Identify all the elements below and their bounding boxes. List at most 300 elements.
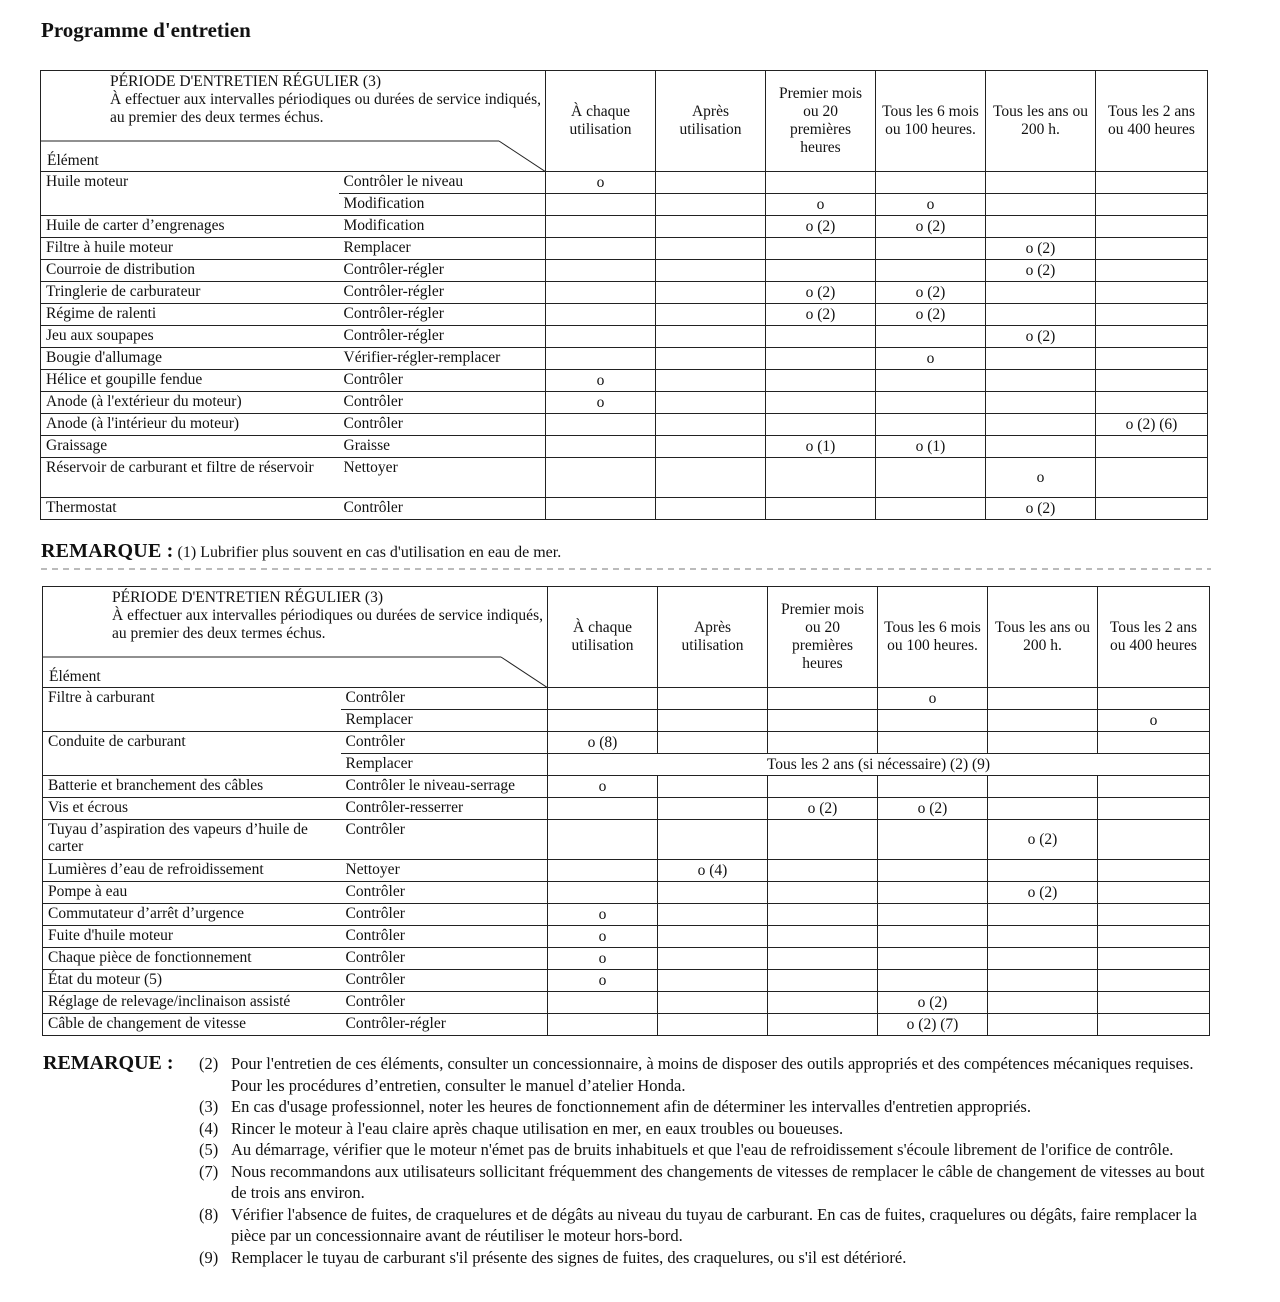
interval-cell-3: o <box>766 194 876 216</box>
interval-header-6: Tous les 2 ans ou 400 heures <box>1096 71 1208 172</box>
row-action: Vérifier-régler-remplacer <box>339 348 546 370</box>
table-row <box>43 1014 1210 1036</box>
interval-cell-3 <box>768 860 878 882</box>
row-item: Lumières d’eau de refroidissement <box>43 860 341 882</box>
interval-cell-1: o <box>546 172 656 194</box>
interval-cell-1 <box>548 992 658 1014</box>
interval-cell-5: o <box>986 458 1096 498</box>
row-item: Vis et écrous <box>43 798 341 820</box>
remark-number: (5) <box>199 1140 219 1159</box>
interval-cell-2 <box>656 304 766 326</box>
row-action: Contrôler <box>341 904 548 926</box>
row-item: Graissage <box>41 436 339 458</box>
remark-label-spacer <box>43 1161 199 1204</box>
table-row <box>41 194 1208 216</box>
interval-cell-1 <box>546 194 656 216</box>
interval-cell-1: o <box>546 370 656 392</box>
row-action: Contrôler <box>341 970 548 992</box>
table-row <box>43 776 1210 798</box>
interval-cell-5 <box>986 194 1096 216</box>
row-item <box>43 710 341 732</box>
interval-cell-4 <box>878 860 988 882</box>
interval-cell-5 <box>988 948 1098 970</box>
interval-header-2: Après utilisation <box>656 71 766 172</box>
row-action: Contrôler-régler <box>339 326 546 348</box>
table-row <box>41 216 1208 238</box>
row-action: Contrôler-régler <box>341 1014 548 1036</box>
interval-cell-3: o (2) <box>766 216 876 238</box>
row-item: Huile moteur <box>41 172 339 194</box>
interval-cell-2 <box>658 970 768 992</box>
interval-cell-4 <box>876 260 986 282</box>
row-action: Contrôler <box>341 992 548 1014</box>
row-item: Anode (à l'extérieur du moteur) <box>41 392 339 414</box>
page-cut-line <box>41 566 1211 570</box>
interval-cell-5 <box>988 1014 1098 1036</box>
row-action: Nettoyer <box>339 458 546 498</box>
interval-cell-6 <box>1098 688 1210 710</box>
interval-cell-2 <box>656 194 766 216</box>
interval-cell-5: o (2) <box>986 260 1096 282</box>
interval-cell-3 <box>766 414 876 436</box>
interval-cell-3 <box>768 926 878 948</box>
interval-cell-3 <box>766 458 876 498</box>
interval-cell-4 <box>878 732 988 754</box>
interval-cell-4: o (2) <box>878 798 988 820</box>
row-item: Câble de changement de vitesse <box>43 1014 341 1036</box>
interval-cell-1 <box>548 688 658 710</box>
interval-header-5: Tous les ans ou 200 h. <box>988 587 1098 688</box>
table-row <box>43 688 1210 710</box>
interval-cell-4 <box>876 392 986 414</box>
interval-cell-4 <box>876 370 986 392</box>
interval-cell-3 <box>766 392 876 414</box>
table-row <box>41 260 1208 282</box>
row-item: Tuyau d’aspiration des vapeurs d’huile de carter <box>43 820 341 860</box>
interval-cell-5: o (2) <box>988 820 1098 860</box>
interval-cell-3 <box>766 348 876 370</box>
interval-cell-6 <box>1098 1014 1210 1036</box>
interval-cell-5 <box>986 348 1096 370</box>
interval-cell-4: o <box>876 194 986 216</box>
interval-cell-5 <box>988 776 1098 798</box>
row-item: Pompe à eau <box>43 882 341 904</box>
table-row <box>43 732 1210 754</box>
interval-cell-2: o (4) <box>658 860 768 882</box>
interval-cell-4: o (2) <box>876 282 986 304</box>
row-item: Tringlerie de carburateur <box>41 282 339 304</box>
interval-cell-1 <box>546 414 656 436</box>
interval-header-5: Tous les ans ou 200 h. <box>986 71 1096 172</box>
row-item: Filtre à huile moteur <box>41 238 339 260</box>
element-label: Élément <box>49 668 101 685</box>
interval-cell-6 <box>1098 904 1210 926</box>
row-action: Remplacer <box>341 754 548 776</box>
interval-header-4: Tous les 6 mois ou 100 heures. <box>878 587 988 688</box>
interval-cell-1 <box>546 216 656 238</box>
interval-cell-4: o (2) (7) <box>878 1014 988 1036</box>
interval-cell-5 <box>988 926 1098 948</box>
element-label: Élément <box>47 152 99 169</box>
interval-cell-2 <box>658 904 768 926</box>
interval-cell-5 <box>986 392 1096 414</box>
interval-cell-6 <box>1096 238 1208 260</box>
maintenance-table-1 <box>40 70 1208 520</box>
interval-cell-2 <box>656 414 766 436</box>
period-header-cell <box>41 71 546 172</box>
table-row <box>43 948 1210 970</box>
merged-interval-cell: Tous les 2 ans (si nécessaire) (2) (9) <box>548 754 1210 776</box>
row-action: Contrôler-régler <box>339 304 546 326</box>
remarks-section <box>43 1053 1223 1268</box>
interval-cell-4 <box>878 904 988 926</box>
table-row <box>43 754 1210 776</box>
row-item: Réglage de relevage/inclinaison assisté <box>43 992 341 1014</box>
row-item <box>41 194 339 216</box>
period-description <box>110 73 546 127</box>
interval-cell-6 <box>1096 436 1208 458</box>
interval-cell-3 <box>768 970 878 992</box>
interval-cell-2 <box>658 688 768 710</box>
row-action: Nettoyer <box>341 860 548 882</box>
remark-text: Au démarrage, vérifier que le moteur n'émet pas de bruits inhabituels et que l'eau de refroidissement s'écoule librement de l'orifice de contrôle. <box>231 1140 1174 1159</box>
row-item: Chaque pièce de fonctionnement <box>43 948 341 970</box>
interval-cell-3 <box>768 1014 878 1036</box>
row-action: Graisse <box>339 436 546 458</box>
row-action: Contrôler <box>341 688 548 710</box>
table-row <box>43 970 1210 992</box>
interval-cell-6 <box>1096 392 1208 414</box>
row-action: Contrôler le niveau-serrage <box>341 776 548 798</box>
interval-cell-5: o (2) <box>988 882 1098 904</box>
maintenance-table-2 <box>42 586 1210 1036</box>
remark-number: (7) <box>199 1161 219 1181</box>
row-action: Contrôler le niveau <box>339 172 546 194</box>
interval-header-6: Tous les 2 ans ou 400 heures <box>1098 587 1210 688</box>
interval-cell-2 <box>658 732 768 754</box>
table-row <box>41 326 1208 348</box>
row-action: Contrôler <box>341 882 548 904</box>
table-row <box>43 860 1210 882</box>
remark-label: REMARQUE : <box>43 1052 174 1074</box>
interval-cell-5 <box>988 992 1098 1014</box>
row-item <box>43 754 341 776</box>
table-row <box>41 414 1208 436</box>
interval-cell-2 <box>656 498 766 520</box>
row-item: Bougie d'allumage <box>41 348 339 370</box>
row-item: Anode (à l'intérieur du moteur) <box>41 414 339 436</box>
table-row <box>41 392 1208 414</box>
interval-cell-6 <box>1096 498 1208 520</box>
table-row <box>43 926 1210 948</box>
interval-cell-6 <box>1098 820 1210 860</box>
interval-cell-2 <box>658 776 768 798</box>
table-row <box>43 904 1210 926</box>
remark-text: Nous recommandons aux utilisateurs sollicitant fréquemment des changements de vitesses de remplacer le câble de changement de vitesses au bout de trois ans environ. <box>231 1161 1205 1202</box>
row-item: Régime de ralenti <box>41 304 339 326</box>
row-action: Contrôler <box>339 392 546 414</box>
interval-cell-1: o <box>548 970 658 992</box>
row-item: Conduite de carburant <box>43 732 341 754</box>
interval-cell-6: o <box>1098 710 1210 732</box>
interval-cell-1 <box>548 820 658 860</box>
row-action: Modification <box>339 216 546 238</box>
interval-cell-1: o <box>548 776 658 798</box>
interval-cell-1 <box>546 498 656 520</box>
table-row <box>41 282 1208 304</box>
interval-cell-3 <box>768 882 878 904</box>
interval-cell-6: o (2) (6) <box>1096 414 1208 436</box>
remark-label: REMARQUE : <box>41 540 174 562</box>
interval-cell-2 <box>658 710 768 732</box>
interval-cell-1 <box>546 326 656 348</box>
row-item: Jeu aux soupapes <box>41 326 339 348</box>
remark-number: (1) <box>177 544 197 561</box>
row-item: Commutateur d’arrêt d’urgence <box>43 904 341 926</box>
interval-header-1: À chaque utilisation <box>546 71 656 172</box>
interval-cell-6 <box>1098 882 1210 904</box>
interval-cell-6 <box>1096 458 1208 498</box>
remark-text: En cas d'usage professionnel, noter les heures de fonctionnement afin de déterminer les intervalles d'entretien appropriés. <box>231 1097 1031 1116</box>
interval-cell-2 <box>656 348 766 370</box>
row-item: Thermostat <box>41 498 339 520</box>
interval-header-3: Premier mois ou 20 premières heures <box>766 71 876 172</box>
interval-cell-3: o (2) <box>766 282 876 304</box>
interval-cell-1 <box>546 282 656 304</box>
row-item: Courroie de distribution <box>41 260 339 282</box>
remark-item <box>43 1247 1223 1269</box>
period-title: PÉRIODE D'ENTRETIEN RÉGULIER (3) <box>110 73 381 90</box>
remark-number: (9) <box>199 1247 219 1267</box>
interval-cell-5 <box>986 172 1096 194</box>
row-action: Contrôler-régler <box>339 260 546 282</box>
interval-cell-5 <box>986 282 1096 304</box>
interval-cell-1 <box>546 304 656 326</box>
interval-cell-6 <box>1096 194 1208 216</box>
interval-cell-4 <box>878 970 988 992</box>
remark-number: (3) <box>199 1097 219 1116</box>
interval-cell-6 <box>1096 348 1208 370</box>
interval-cell-2 <box>658 992 768 1014</box>
interval-cell-4 <box>878 948 988 970</box>
interval-cell-2 <box>656 172 766 194</box>
interval-cell-6 <box>1098 992 1210 1014</box>
interval-cell-1 <box>548 882 658 904</box>
interval-cell-1 <box>548 1014 658 1036</box>
interval-cell-5 <box>988 860 1098 882</box>
interval-cell-5 <box>988 688 1098 710</box>
remark-label-spacer <box>43 1096 199 1118</box>
interval-cell-2 <box>658 798 768 820</box>
table-row <box>43 820 1210 860</box>
interval-cell-4 <box>876 326 986 348</box>
interval-cell-2 <box>656 436 766 458</box>
period-text: À effectuer aux intervalles périodiques ou durées de service indiqués, au premier des deux termes échus. <box>110 91 541 126</box>
period-text: À effectuer aux intervalles périodiques ou durées de service indiqués, au premier des deux termes échus. <box>112 607 543 642</box>
row-action: Contrôler <box>341 820 548 860</box>
table-row <box>41 304 1208 326</box>
interval-cell-5 <box>988 710 1098 732</box>
interval-cell-4: o <box>878 688 988 710</box>
interval-cell-3: o (1) <box>766 436 876 458</box>
table-row <box>41 370 1208 392</box>
interval-cell-6 <box>1096 260 1208 282</box>
interval-cell-2 <box>656 370 766 392</box>
interval-cell-3: o (2) <box>766 304 876 326</box>
remark-number: (8) <box>199 1204 219 1224</box>
interval-header-1: À chaque utilisation <box>548 587 658 688</box>
interval-cell-2 <box>658 1014 768 1036</box>
remark-item <box>43 1161 1223 1204</box>
table-row <box>43 710 1210 732</box>
interval-cell-6 <box>1096 282 1208 304</box>
remark-item <box>43 1139 1223 1161</box>
table-row <box>41 436 1208 458</box>
interval-cell-4: o (1) <box>876 436 986 458</box>
remark-item <box>43 1118 1223 1140</box>
table-row <box>41 348 1208 370</box>
remark-label-spacer <box>43 1139 199 1161</box>
interval-cell-3 <box>766 498 876 520</box>
row-action: Contrôler <box>339 498 546 520</box>
remark-1 <box>41 540 561 563</box>
interval-cell-4 <box>876 498 986 520</box>
interval-cell-3 <box>766 172 876 194</box>
remark-text: Vérifier l'absence de fuites, de craquelures et de dégâts au niveau du tuyau de carburant. En cas de fuites, craquelures ou dégâts, faire remplacer la pièce par un concessionnaire avant de réutiliser le moteur hors-bord. <box>231 1204 1197 1245</box>
period-header-cell <box>43 587 548 688</box>
interval-cell-1 <box>546 458 656 498</box>
remark-label-spacer <box>43 1204 199 1247</box>
interval-cell-4 <box>876 458 986 498</box>
interval-cell-6 <box>1096 326 1208 348</box>
interval-cell-4 <box>878 882 988 904</box>
interval-cell-3 <box>768 992 878 1014</box>
table-row <box>43 798 1210 820</box>
interval-cell-4 <box>878 820 988 860</box>
interval-cell-2 <box>658 820 768 860</box>
interval-cell-5 <box>986 216 1096 238</box>
interval-cell-4 <box>876 238 986 260</box>
page-title: Programme d'entretien <box>41 18 251 42</box>
table-row <box>41 238 1208 260</box>
interval-cell-5 <box>988 904 1098 926</box>
row-action: Contrôler-régler <box>339 282 546 304</box>
interval-cell-3 <box>768 710 878 732</box>
interval-cell-5: o (2) <box>986 498 1096 520</box>
interval-cell-6 <box>1096 172 1208 194</box>
row-action: Contrôler-resserrer <box>341 798 548 820</box>
interval-cell-1 <box>546 436 656 458</box>
remark-item <box>43 1204 1223 1247</box>
interval-cell-3 <box>768 732 878 754</box>
interval-cell-6 <box>1098 776 1210 798</box>
row-action: Contrôler <box>339 370 546 392</box>
interval-cell-3 <box>768 688 878 710</box>
interval-cell-3 <box>768 776 878 798</box>
row-action: Contrôler <box>339 414 546 436</box>
remark-label-spacer <box>43 1247 199 1269</box>
interval-cell-3: o (2) <box>768 798 878 820</box>
interval-cell-4 <box>876 414 986 436</box>
remark-text: Remplacer le tuyau de carburant s'il présente des signes de fuites, des craquelures, ou s'il est détérioré. <box>231 1247 907 1267</box>
interval-cell-5: o (2) <box>986 326 1096 348</box>
period-title: PÉRIODE D'ENTRETIEN RÉGULIER (3) <box>112 589 383 606</box>
row-item: Huile de carter d’engrenages <box>41 216 339 238</box>
interval-cell-2 <box>656 216 766 238</box>
interval-cell-2 <box>656 238 766 260</box>
remark-text: Lubrifier plus souvent en cas d'utilisation en eau de mer. <box>200 544 562 561</box>
row-item: Batterie et branchement des câbles <box>43 776 341 798</box>
interval-cell-2 <box>656 392 766 414</box>
row-item: Filtre à carburant <box>43 688 341 710</box>
interval-cell-1 <box>546 348 656 370</box>
interval-cell-4: o (2) <box>878 992 988 1014</box>
row-action: Remplacer <box>341 710 548 732</box>
row-action: Contrôler <box>341 732 548 754</box>
interval-cell-1 <box>548 798 658 820</box>
interval-cell-1: o <box>548 926 658 948</box>
interval-cell-5 <box>986 304 1096 326</box>
interval-cell-1: o <box>548 904 658 926</box>
interval-cell-2 <box>658 882 768 904</box>
row-item: Réservoir de carburant et filtre de réservoir <box>41 458 339 498</box>
interval-cell-1: o (8) <box>548 732 658 754</box>
interval-cell-2 <box>656 260 766 282</box>
remark-label-spacer <box>43 1118 199 1140</box>
interval-cell-1 <box>548 710 658 732</box>
interval-cell-4 <box>876 172 986 194</box>
remark-text: Pour l'entretien de ces éléments, consulter un concessionnaire, à moins de disposer des outils appropriés et des compétences mécaniques requises. Pour les procédures d’entretien, consulter le manuel d’atelier Honda. <box>231 1054 1194 1095</box>
remark-text: Rincer le moteur à l'eau claire après chaque utilisation en mer, en eaux troubles ou boueuses. <box>231 1118 844 1138</box>
table-row <box>41 458 1208 498</box>
interval-cell-2 <box>658 948 768 970</box>
interval-header-3: Premier mois ou 20 premières heures <box>768 587 878 688</box>
interval-cell-4 <box>878 776 988 798</box>
row-item: État du moteur (5) <box>43 970 341 992</box>
table-row <box>43 992 1210 1014</box>
interval-cell-5 <box>988 732 1098 754</box>
interval-cell-5 <box>986 414 1096 436</box>
interval-cell-2 <box>656 326 766 348</box>
interval-cell-6 <box>1098 798 1210 820</box>
interval-cell-4 <box>878 710 988 732</box>
interval-cell-6 <box>1098 926 1210 948</box>
remark-item <box>43 1096 1223 1118</box>
interval-cell-2 <box>656 458 766 498</box>
remark-item <box>43 1053 1223 1096</box>
remark-number: (4) <box>199 1118 219 1138</box>
interval-cell-4: o <box>876 348 986 370</box>
interval-cell-5 <box>988 970 1098 992</box>
interval-cell-4 <box>878 926 988 948</box>
interval-cell-5: o (2) <box>986 238 1096 260</box>
interval-cell-1: o <box>548 948 658 970</box>
interval-cell-3 <box>768 820 878 860</box>
interval-cell-6 <box>1098 948 1210 970</box>
interval-cell-3 <box>768 904 878 926</box>
interval-cell-6 <box>1096 216 1208 238</box>
interval-cell-3 <box>768 948 878 970</box>
interval-cell-4: o (2) <box>876 304 986 326</box>
interval-cell-5 <box>988 798 1098 820</box>
interval-cell-1: o <box>546 392 656 414</box>
interval-cell-2 <box>658 926 768 948</box>
remark-number: (2) <box>199 1054 219 1073</box>
interval-cell-2 <box>656 282 766 304</box>
interval-cell-6 <box>1098 860 1210 882</box>
table-row <box>41 498 1208 520</box>
row-action: Contrôler <box>341 926 548 948</box>
